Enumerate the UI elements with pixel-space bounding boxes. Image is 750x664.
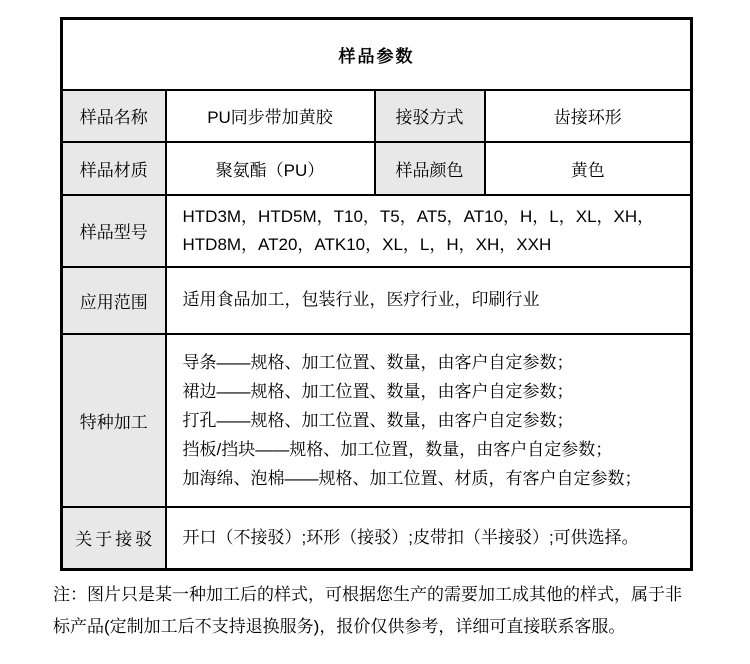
label-sample-model: 样品型号 bbox=[62, 195, 166, 267]
value-sample-material: 聚氨酯（PU） bbox=[166, 142, 375, 195]
value-application-scope bbox=[166, 267, 692, 334]
label-about-jointing: 关于接驳 bbox=[62, 507, 166, 570]
value-sample-model bbox=[166, 195, 692, 267]
sample-parameters-table bbox=[60, 17, 693, 571]
application-line: 适用食品加工，包装行业，医疗行业，印刷行业 bbox=[182, 290, 540, 309]
label-sample-color: 样品颜色 bbox=[375, 142, 485, 195]
processing-line: 挡板/挡块——规格、加工位置，数量，由客户自定参数； bbox=[182, 439, 613, 459]
table-row bbox=[62, 90, 692, 142]
label-special-processing: 特种加工 bbox=[62, 334, 166, 507]
label-joint-method: 接驳方式 bbox=[375, 90, 485, 142]
value-sample-name: PU同步带加黄胶 bbox=[166, 90, 375, 142]
label-application-scope: 应用范围 bbox=[62, 267, 166, 334]
table-title: 样品参数 bbox=[62, 19, 692, 90]
table-row bbox=[62, 142, 692, 195]
processing-line: 导条——规格、加工位置、数量，由客户自定参数； bbox=[182, 352, 574, 372]
value-about-jointing bbox=[166, 507, 692, 570]
label-sample-name: 样品名称 bbox=[62, 90, 166, 142]
footer-note: 注：图片只是某一种加工后的样式，可根据您生产的需要加工成其他的样式，属于非标产品(定制加工后不支持退换服务)，报价仅供参考，详细可直接联系客服。 bbox=[53, 585, 682, 636]
table-row bbox=[62, 19, 692, 90]
jointing-line: 开口（不接驳）;环形（接驳）;皮带扣（半接驳）;可供选择。 bbox=[182, 527, 639, 547]
table-row bbox=[62, 195, 692, 267]
value-special-processing bbox=[166, 334, 692, 507]
value-sample-color: 黄色 bbox=[485, 142, 692, 195]
table-row bbox=[62, 507, 692, 570]
value-joint-method: 齿接环形 bbox=[485, 90, 692, 142]
table-row bbox=[62, 334, 692, 507]
processing-line: 裙边——规格、加工位置、数量，由客户自定参数； bbox=[182, 381, 574, 401]
processing-line: 加海绵、泡棉——规格、加工位置、材质，有客户自定参数； bbox=[182, 468, 642, 488]
model-line: HTD8M，AT20，ATK10，XL，L，H，XH，XXH bbox=[182, 234, 552, 254]
model-line: HTD3M，HTD5M，T10，T5，AT5，AT10，H，L，XL，XH， bbox=[182, 206, 655, 226]
processing-line: 打孔——规格、加工位置、数量，由客户自定参数； bbox=[182, 410, 574, 430]
label-sample-material: 样品材质 bbox=[62, 142, 166, 195]
table-row bbox=[62, 267, 692, 334]
